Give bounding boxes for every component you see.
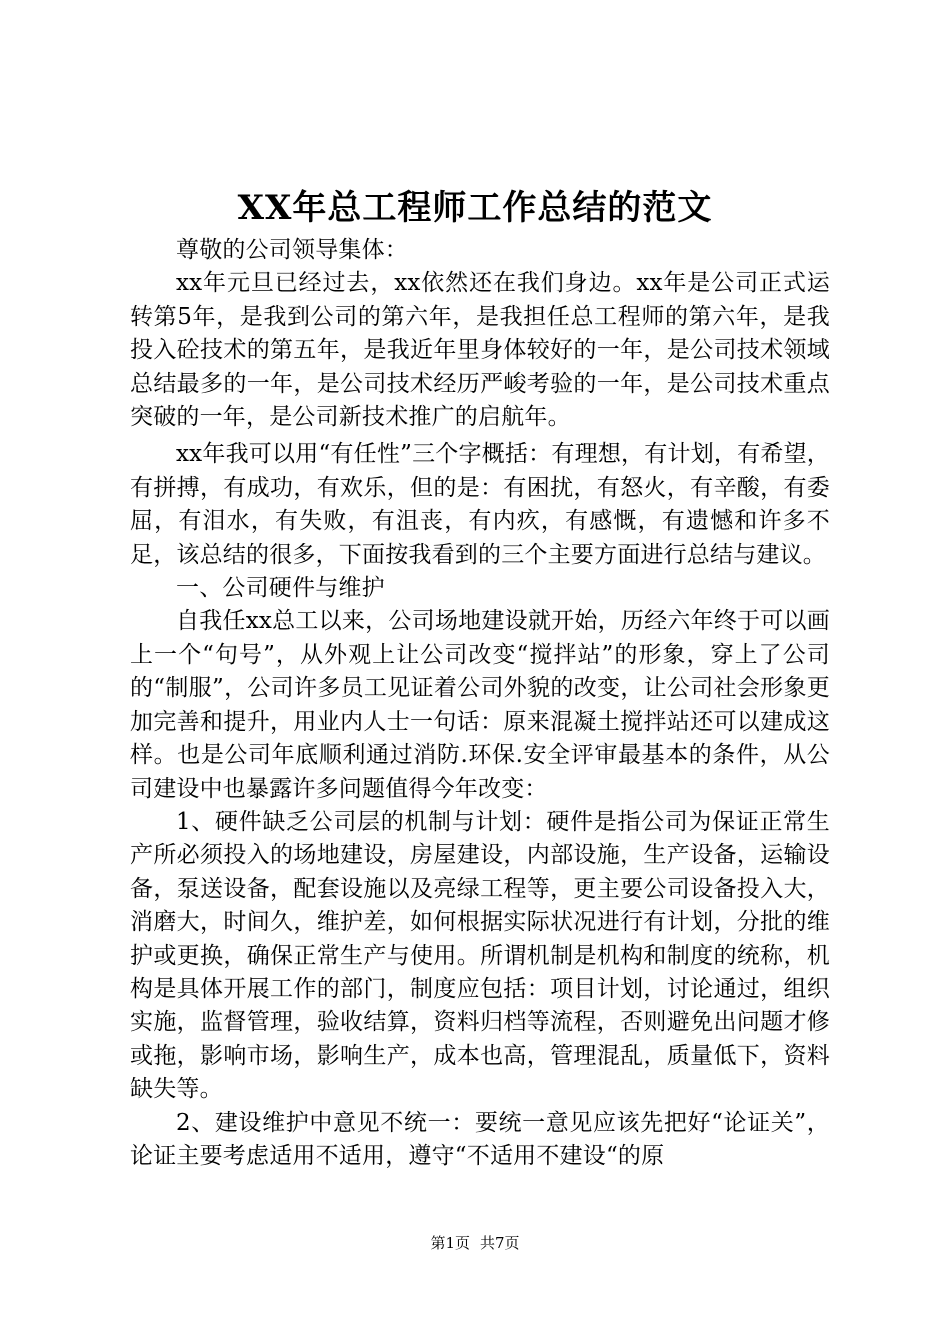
salutation-paragraph: 尊敬的公司领导集体： [176, 237, 408, 263]
page-number: 第1页 [430, 1234, 470, 1252]
item-2-paragraph: 2、建设维护中意见不统一：要统一意见应该先把好“论证关”，论证主要考虑适用不适用，遵守“不适用不建设“的原 [130, 1109, 830, 1169]
page-total: 共7页 [480, 1234, 520, 1252]
document-title: XX年总工程师工作总结的范文 [237, 188, 713, 228]
intro-paragraph: xx年元旦已经过去，xx依然还在我们身边。xx年是公司正式运转第5年，是我到公司的第六年，是我担任总工程师的第六年，是我投入砼技术的第五年，是我近年里身体较好的一年，是公司技术领域总结最多的一年，是公司技术经历严峻考验的一年，是公司技术重点突破的一年，是公司新技术推广的启航年。 [130, 270, 830, 431]
item-1-paragraph: 1、硬件缺乏公司层的机制与计划：硬件是指公司为保证正常生产所必须投入的场地建设，房屋建设，内部设施，生产设备，运输设备，泵送设备，配套设施以及亮绿工程等，更主要公司设备投入大，消磨大，时间久，维护差，如何根据实际状况进行有计划，分批的维护或更换，确保正常生产与使用。所谓机制是机构和制度的统称，机构是具体开展工作的部门，制度应包括：项目计划，讨论通过，组织实施，监督管理，验收结算，资料归档等流程，否则避免出问题才修或拖，影响市场，影响生产，成本也高，管理混乱，质量低下，资料缺失等。 [130, 808, 830, 1103]
section-heading: 一、公司硬件与维护 [176, 575, 385, 602]
page-footer [0, 1233, 950, 1253]
summary-paragraph: xx年我可以用“有任性”三个字概括：有理想，有计划，有希望，有拼搏，有成功，有欢乐，但的是：有困扰，有怒火，有辛酸，有委屈，有泪水，有失败，有沮丧，有内疚，有感慨，有遗憾和许多不足，该总结的很多，下面按我看到的三个主要方面进行总结与建议。 [130, 441, 830, 568]
document-body [130, 234, 830, 1173]
hardware-paragraph: 自我任xx总工以来，公司场地建设就开始，历经六年终于可以画上一个“句号”，从外观上让公司改变“搅拌站”的形象，穿上了公司的“制服”，公司许多员工见证着公司外貌的改变，让公司社会形象更加完善和提升，用业内人士一句话：原来混凝土搅拌站还可以建成这样。也是公司年底顺利通过消防.环保.安全评审最基本的条件，从公司建设中也暴露许多问题值得今年改变： [130, 608, 830, 802]
